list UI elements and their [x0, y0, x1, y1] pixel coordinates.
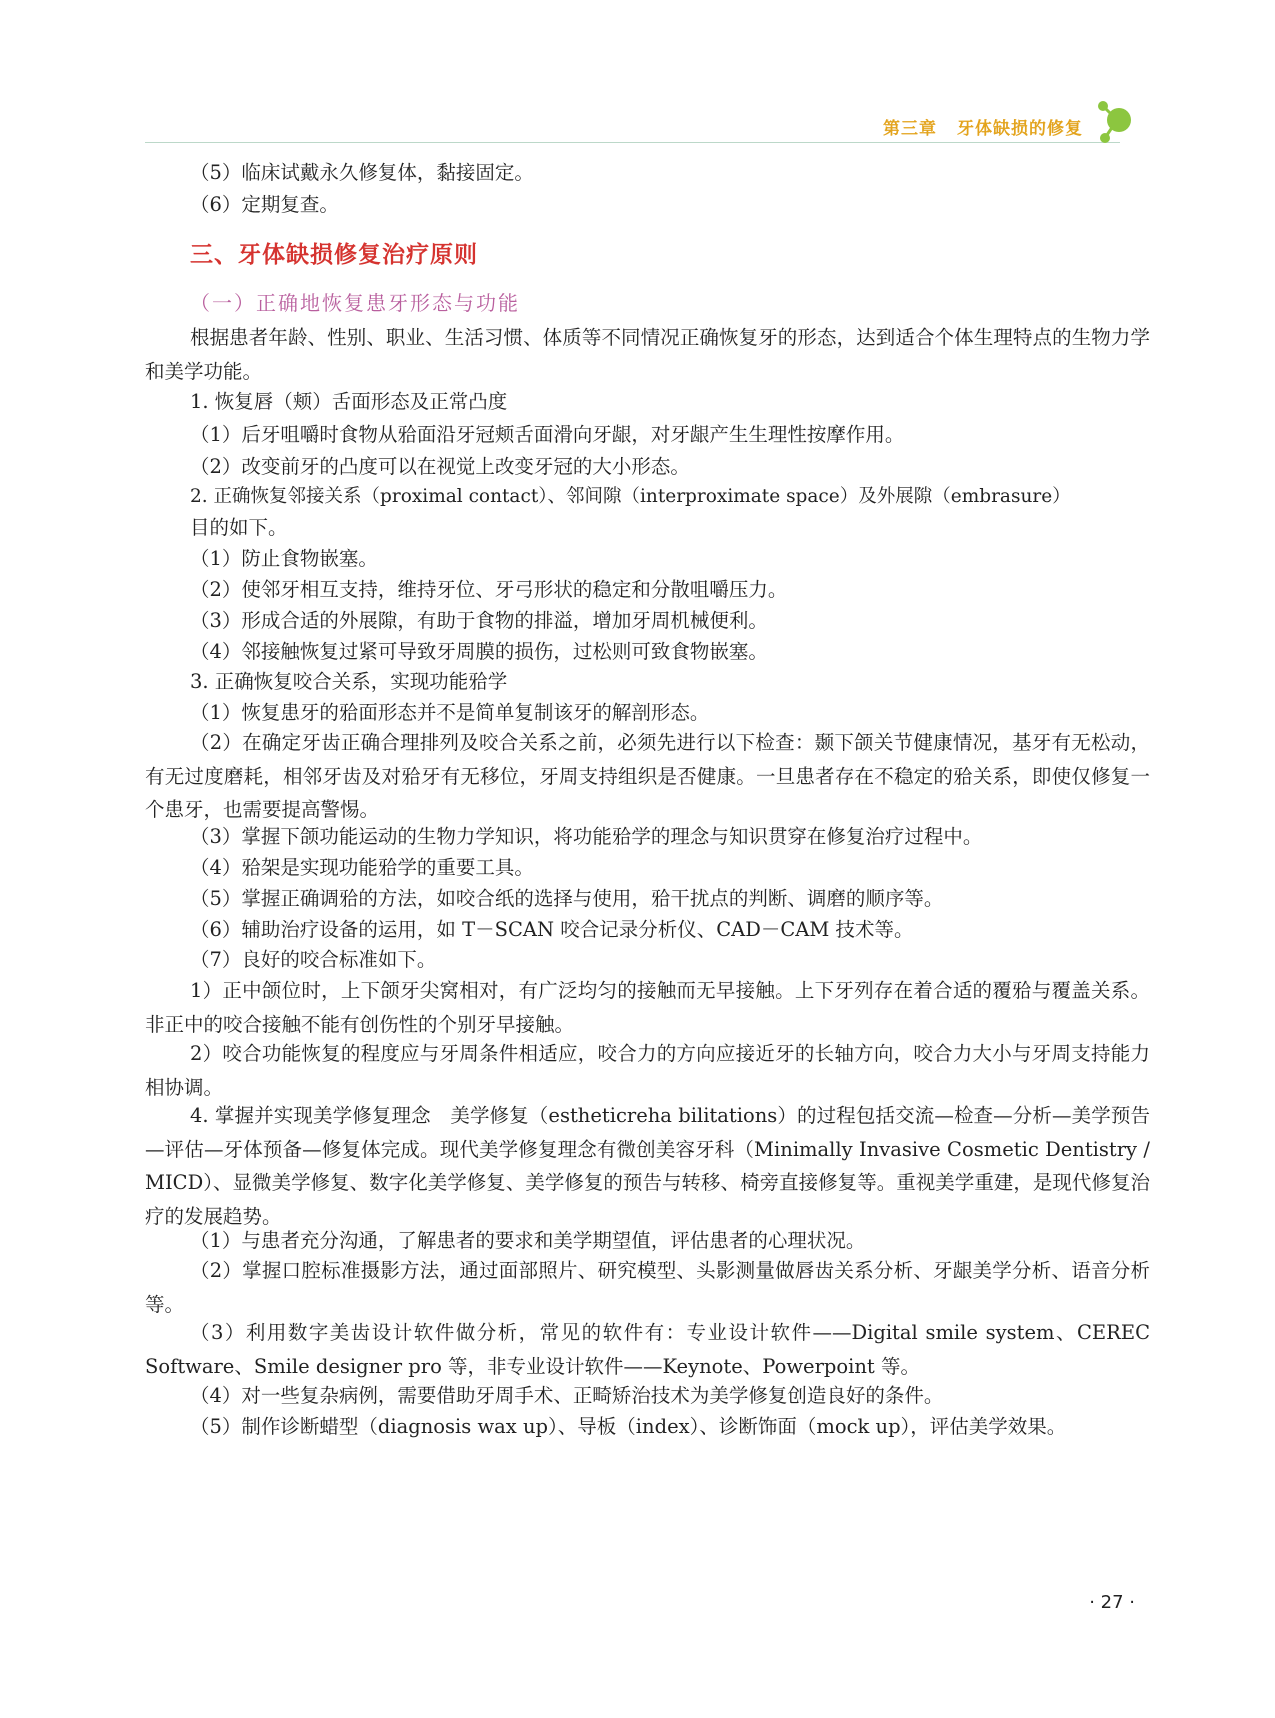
paragraph: 2）咬合功能恢复的程度应与牙周条件相适应，咬合力的方向应接近牙的长轴方向，咬合力大小与牙周支持能力相协调。: [145, 1042, 1150, 1099]
list-item: （1）恢复患牙的𬌗面形态并不是简单复制该牙的解剖形态。: [190, 701, 710, 724]
list-item: （3）形成合适的外展隙，有助于食物的排溢，增加牙周机械便利。: [190, 609, 768, 632]
list-item: （5）掌握正确调𬌗的方法，如咬合纸的选择与使用，𬌗干扰点的判断、调磨的顺序等。: [190, 887, 944, 910]
chapter-number: 第三章: [883, 119, 937, 139]
molecule-icon: [1089, 96, 1135, 146]
list-item: （6）定期复查。: [190, 193, 339, 216]
paragraph: （3）利用数字美齿设计软件做分析，常见的软件有：专业设计软件——Digital smile system、CEREC Software、Smile designer pro 等，非专业设计软件——Keynote、Powerpoint 等。: [145, 1321, 1150, 1378]
list-item: （1）防止食物嵌塞。: [190, 547, 378, 570]
section-heading: 三、牙体缺损修复治疗原则: [190, 242, 478, 268]
chapter-title: [883, 114, 1083, 139]
paragraph: （2）掌握口腔标准摄影方法，通过面部照片、研究模型、头影测量做唇齿关系分析、牙龈美学分析、语音分析等。: [145, 1259, 1150, 1316]
list-item: （4）对一些复杂病例，需要借助牙周手术、正畸矫治技术为美学修复创造良好的条件。: [190, 1384, 944, 1407]
item-title-continued: 目的如下。: [190, 516, 288, 539]
list-item: （6）辅助治疗设备的运用，如 T－SCAN 咬合记录分析仪、CAD－CAM 技术等。: [190, 918, 914, 941]
running-header: [145, 96, 1135, 146]
list-item: （2）使邻牙相互支持，维持牙位、牙弓形状的稳定和分散咀嚼压力。: [190, 578, 788, 601]
list-item: （5）临床试戴永久修复体，黏接固定。: [190, 161, 534, 184]
paragraph: 根据患者年龄、性别、职业、生活习惯、体质等不同情况正确恢复牙的形态，达到适合个体生理特点的生物力学和美学功能。: [145, 326, 1150, 383]
paragraph: （2）在确定牙齿正确合理排列及咬合关系之前，必须先进行以下检查：颞下颌关节健康情况，基牙有无松动，有无过度磨耗，相邻牙齿及对𬌗牙有无移位，牙周支持组织是否健康。一旦患者存在不稳定的𬌗关系，即使仅修复一个患牙，也需要提高警惕。: [145, 731, 1150, 821]
item-title: 2. 正确恢复邻接关系（proximal contact）、邻间隙（interproximate space）及外展隙（embrasure）: [190, 486, 1071, 507]
paragraph: 1）正中颌位时，上下颌牙尖窝相对，有广泛均匀的接触而无早接触。上下牙列存在着合适的覆𬌗与覆盖关系。非正中的咬合接触不能有创伤性的个别牙早接触。: [145, 979, 1150, 1036]
list-item: （1）与患者充分沟通，了解患者的要求和美学期望值，评估患者的心理状况。: [190, 1229, 866, 1252]
list-item: （2）改变前牙的凸度可以在视觉上改变牙冠的大小形态。: [190, 455, 690, 478]
header-rule: [145, 142, 1120, 143]
paragraph: 4. 掌握并实现美学修复理念 美学修复（estheticreha bilitations）的过程包括交流—检查—分析—美学预告—评估—牙体预备—修复体完成。现代美学修复理念有微创美容牙科（Minimally Invasive Cosmetic Dentistry / MICD）、显微美学修复、数字化美学修复、美学修复的预告与转移、椅旁直接修复等。重视美学重建，是现代修复治疗的发展趋势。: [145, 1104, 1150, 1228]
item-title: 1. 恢复唇（颊）舌面形态及正常凸度: [190, 390, 508, 413]
list-item: （1）后牙咀嚼时食物从𬌗面沿牙冠颊舌面滑向牙龈，对牙龈产生生理性按摩作用。: [190, 423, 905, 446]
page-number: · 27 ·: [1089, 1592, 1135, 1613]
list-item: （4）邻接触恢复过紧可导致牙周膜的损伤，过松则可致食物嵌塞。: [190, 640, 768, 663]
item-title: 3. 正确恢复咬合关系，实现功能𬌗学: [190, 670, 508, 693]
list-item: （7）良好的咬合标准如下。: [190, 948, 437, 971]
list-item: （3）掌握下颌功能运动的生物力学知识，将功能𬌗学的理念与知识贯穿在修复治疗过程中。: [190, 825, 983, 848]
chapter-name: 牙体缺损的修复: [957, 119, 1083, 139]
list-item: （4）𬌗架是实现功能𬌗学的重要工具。: [190, 856, 534, 879]
subsection-heading: （一）正确地恢复患牙形态与功能: [190, 291, 520, 315]
list-item: （5）制作诊断蜡型（diagnosis wax up）、导板（index）、诊断饰面（mock up），评估美学效果。: [190, 1415, 1067, 1438]
